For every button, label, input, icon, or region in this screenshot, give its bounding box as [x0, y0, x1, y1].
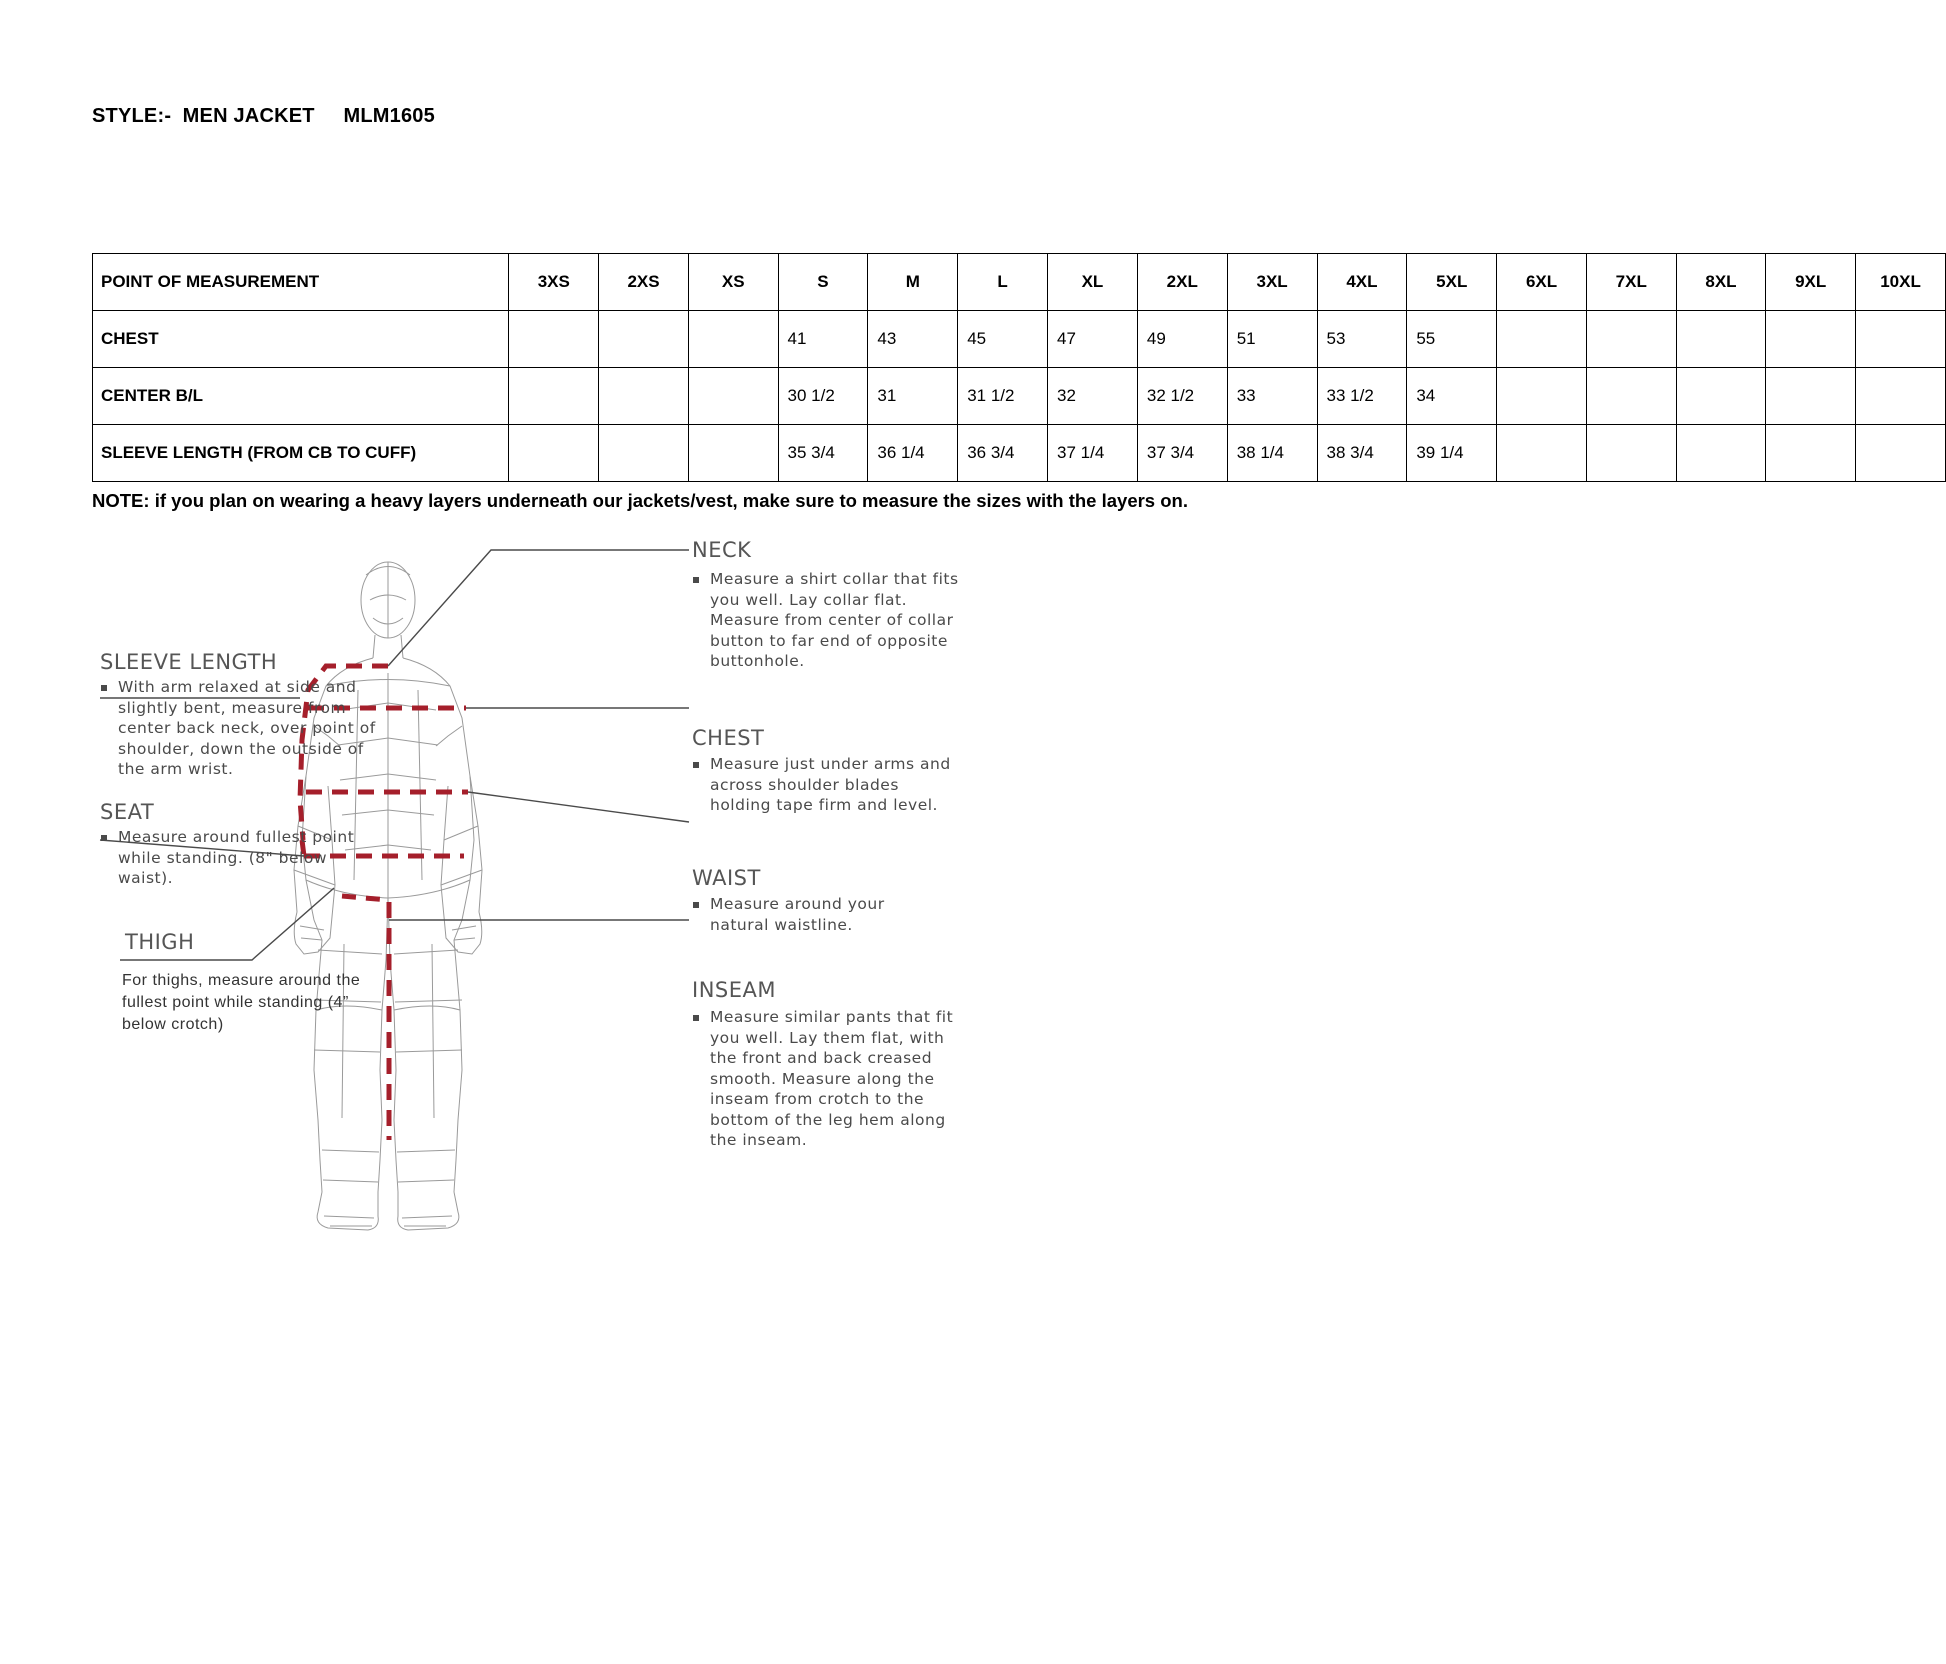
cell-sleeve-s: 35 3/4 — [778, 425, 868, 482]
column-header-4xl: 4XL — [1317, 254, 1407, 311]
cell-sleeve-4xl: 38 3/4 — [1317, 425, 1407, 482]
waist-label: WAIST — [692, 866, 761, 890]
bullet-icon — [101, 685, 107, 691]
row-label-center-bl: CENTER B/L — [93, 368, 509, 425]
table-row — [93, 425, 1946, 482]
cell-sleeve-6xl — [1497, 425, 1587, 482]
cell-centerbl-10xl — [1856, 368, 1946, 425]
cell-centerbl-xs — [688, 368, 778, 425]
table-row — [93, 311, 1946, 368]
cell-chest-l: 45 — [958, 311, 1048, 368]
page-title: STYLE:- MEN JACKET MLM1605 — [92, 105, 435, 127]
column-header-3xs: 3XS — [509, 254, 599, 311]
waist-description: Measure around your natural waistline. — [710, 895, 885, 934]
row-label-sleeve-length: SLEEVE LENGTH (FROM CB TO CUFF) — [93, 425, 509, 482]
bullet-icon — [101, 835, 107, 841]
bullet-icon — [693, 1015, 699, 1021]
cell-chest-6xl — [1497, 311, 1587, 368]
column-header-5xl: 5XL — [1407, 254, 1497, 311]
cell-centerbl-2xl: 32 1/2 — [1137, 368, 1227, 425]
cell-sleeve-2xs — [599, 425, 689, 482]
cell-sleeve-9xl — [1766, 425, 1856, 482]
column-header-10xl: 10XL — [1856, 254, 1946, 311]
cell-chest-5xl: 55 — [1407, 311, 1497, 368]
column-header-2xl: 2XL — [1137, 254, 1227, 311]
cell-centerbl-4xl: 33 1/2 — [1317, 368, 1407, 425]
cell-centerbl-xl: 32 — [1048, 368, 1138, 425]
cell-sleeve-7xl — [1586, 425, 1676, 482]
cell-chest-10xl — [1856, 311, 1946, 368]
cell-sleeve-10xl — [1856, 425, 1946, 482]
cell-chest-2xl: 49 — [1137, 311, 1227, 368]
inseam-description: Measure similar pants that fit you well. Lay them flat, with the front and back creased smooth. Measure along the inseam from crotch to the bottom of the leg hem along the inseam. — [710, 1008, 954, 1149]
cell-chest-s: 41 — [778, 311, 868, 368]
cell-sleeve-8xl — [1676, 425, 1766, 482]
cell-chest-2xs — [599, 311, 689, 368]
thigh-label: THIGH — [125, 930, 195, 954]
table-header-row — [93, 254, 1946, 311]
column-header-xl: XL — [1048, 254, 1138, 311]
column-header-m: M — [868, 254, 958, 311]
inseam-label: INSEAM — [692, 978, 776, 1002]
column-header-3xl: 3XL — [1227, 254, 1317, 311]
cell-chest-m: 43 — [868, 311, 958, 368]
column-header-s: S — [778, 254, 868, 311]
neck-label: NECK — [692, 538, 752, 562]
cell-chest-3xl: 51 — [1227, 311, 1317, 368]
cell-chest-4xl: 53 — [1317, 311, 1407, 368]
cell-chest-xs — [688, 311, 778, 368]
cell-centerbl-9xl — [1766, 368, 1856, 425]
cell-chest-9xl — [1766, 311, 1856, 368]
cell-chest-8xl — [1676, 311, 1766, 368]
bullet-icon — [693, 762, 699, 768]
cell-chest-3xs — [509, 311, 599, 368]
cell-centerbl-5xl: 34 — [1407, 368, 1497, 425]
cell-centerbl-m: 31 — [868, 368, 958, 425]
cell-sleeve-l: 36 3/4 — [958, 425, 1048, 482]
measurement-note: NOTE: if you plan on wearing a heavy layers underneath our jackets/vest, make sure to measure the sizes with the layers on. — [92, 490, 1188, 511]
column-header-8xl: 8XL — [1676, 254, 1766, 311]
cell-sleeve-m: 36 1/4 — [868, 425, 958, 482]
cell-chest-7xl — [1586, 311, 1676, 368]
column-header-point-of-measurement: POINT OF MEASUREMENT — [93, 254, 509, 311]
bullet-icon — [693, 902, 699, 908]
column-header-xs: XS — [688, 254, 778, 311]
column-header-9xl: 9XL — [1766, 254, 1856, 311]
column-header-l: L — [958, 254, 1048, 311]
cell-sleeve-2xl: 37 3/4 — [1137, 425, 1227, 482]
cell-sleeve-xl: 37 1/4 — [1048, 425, 1138, 482]
cell-centerbl-2xs — [599, 368, 689, 425]
sleeve-length-description: With arm relaxed at side and slightly bent, measure from center back neck, over point of shoulder, down the outside of the arm wrist. — [118, 678, 376, 778]
cell-sleeve-5xl: 39 1/4 — [1407, 425, 1497, 482]
size-chart-table — [92, 253, 1946, 482]
cell-centerbl-s: 30 1/2 — [778, 368, 868, 425]
cell-centerbl-l: 31 1/2 — [958, 368, 1048, 425]
thigh-description: For thighs, measure around the fullest point while standing (4” below crotch) — [122, 972, 361, 1033]
cell-centerbl-8xl — [1676, 368, 1766, 425]
chest-description: Measure just under arms and across shoulder blades holding tape firm and level. — [710, 755, 951, 814]
cell-sleeve-xs — [688, 425, 778, 482]
cell-sleeve-3xs — [509, 425, 599, 482]
cell-centerbl-3xl: 33 — [1227, 368, 1317, 425]
cell-centerbl-6xl — [1497, 368, 1587, 425]
neck-description: Measure a shirt collar that fits you well. Lay collar flat. Measure from center of collar button to far end of opposite buttonhole. — [710, 570, 959, 670]
seat-label: SEAT — [100, 800, 155, 824]
cell-sleeve-3xl: 38 1/4 — [1227, 425, 1317, 482]
column-header-7xl: 7XL — [1586, 254, 1676, 311]
bullet-icon — [693, 577, 699, 583]
row-label-chest: CHEST — [93, 311, 509, 368]
chest-label: CHEST — [692, 726, 765, 750]
table-row — [93, 368, 1946, 425]
column-header-6xl: 6XL — [1497, 254, 1587, 311]
column-header-2xs: 2XS — [599, 254, 689, 311]
cell-chest-xl: 47 — [1048, 311, 1138, 368]
sleeve-length-label: SLEEVE LENGTH — [100, 650, 278, 674]
cell-centerbl-7xl — [1586, 368, 1676, 425]
measurement-diagram — [92, 538, 959, 1260]
seat-description: Measure around fullest point while standing. (8" below waist). — [118, 828, 355, 887]
cell-centerbl-3xs — [509, 368, 599, 425]
